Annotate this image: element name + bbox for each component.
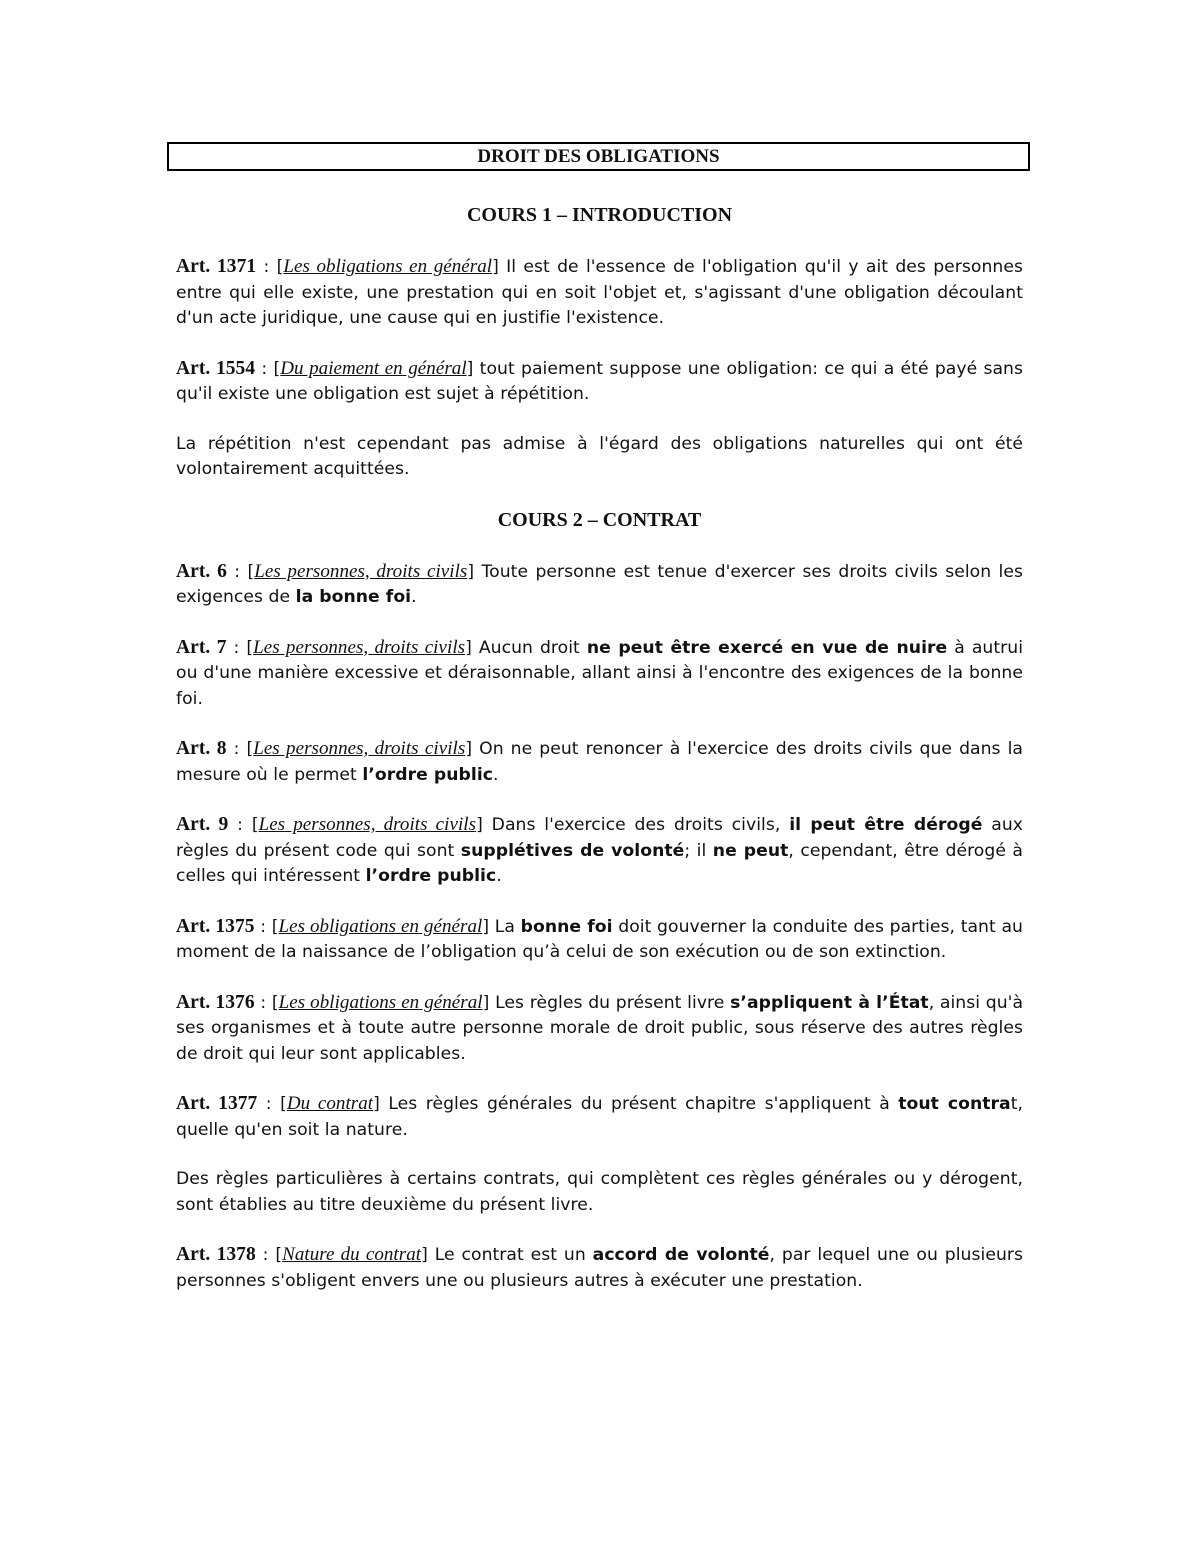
article-topic: Du paiement en général bbox=[280, 357, 467, 379]
body-text: , ainsi qu'à ses organismes et à toute autre personne morale de droit public, sous réserve des autres règles de droit qui leur sont applicables. bbox=[176, 992, 1024, 1064]
article-topic: Les obligations en général bbox=[278, 915, 483, 937]
article-number: Art. 6 bbox=[176, 560, 227, 582]
article-topic: Les obligations en général bbox=[283, 256, 493, 277]
body-text: Dans l'exercice des droits civils, bbox=[482, 815, 790, 835]
body-text: On ne peut renoncer à l'exercice des droits civils que dans la mesure où le permet bbox=[176, 739, 1023, 785]
article-paragraph: Art. 1378 : [Nature du contrat] Le contrat est un accord de volonté, par lequel une ou plusieurs personnes s'obligent envers une ou plusieurs autres à exécuter une prestation. bbox=[176, 1244, 1024, 1291]
emphasis-text: l’ordre public bbox=[365, 866, 497, 886]
article-paragraph: Art. 1376 : [Les obligations en général] Les règles du présent livre s’appliquent à l’État, ainsi qu'à ses organismes et à toute autre personne morale de droit public, sous réserve des autres règles de droit qui leur sont applicables. bbox=[176, 991, 1024, 1064]
body-text: Des règles particulières à certains contrats, qui complètent ces règles générales ou y dérogent, sont établies au titre deuxième du présent livre. bbox=[176, 1169, 1023, 1215]
article-paragraph: Art. 9 : [Les personnes, droits civils] Dans l'exercice des droits civils, il peut être dérogé aux règles du présent code qui sont supplétives de volonté; il ne peut, cependant, être dérogé à celles qui intéressent l’ordre public. bbox=[176, 814, 1023, 886]
article-number: Art. 1375 bbox=[176, 915, 255, 937]
body-text: . bbox=[496, 866, 502, 886]
body-text: . bbox=[493, 764, 499, 785]
article-paragraph bbox=[176, 432, 1023, 483]
article-paragraph: Art. 1371 : [Les obligations en général] Il est de l'essence de l'obligation qu'il y ait des personnes entre qui elle existe, une prestation qui en soit l'objet et, s'agissant d'une obligation découlant d'un acte juridique, une cause qui en justifie l'existence. bbox=[176, 256, 1023, 328]
article-number: Art. 1371 bbox=[176, 256, 257, 277]
body-text: à autrui ou d'une manière excessive et déraisonnable, allant ainsi à l'encontre des exigences de la bonne foi. bbox=[176, 637, 1024, 709]
body-text: tout paiement suppose une obligation: ce qui a été payé sans qu'il existe une obligation est sujet à répétition. bbox=[176, 358, 1023, 404]
body-text: La bbox=[489, 916, 521, 937]
body-text: aux règles du présent code qui sont bbox=[176, 815, 1023, 861]
emphasis-text: bonne foi bbox=[520, 916, 613, 937]
article-number: Art. 1378 bbox=[176, 1244, 256, 1265]
section-heading: COURS 2 – CONTRAT bbox=[497, 508, 702, 531]
article-paragraph: Art. 1377 : [Du contrat] Les règles générales du présent chapitre s'appliquent à tout contrat, quelle qu'en soit la nature. bbox=[176, 1093, 1024, 1140]
body-text: Il est de l'essence de l'obligation qu'il y ait des personnes entre qui elle existe, une prestation qui en soit l'objet et, s'agissant d'une obligation découlant d'un acte juridique, une cause qui en justifie l'existence. bbox=[176, 257, 1023, 328]
article-paragraph: Art. 1375 : [Les obligations en général] La bonne foi doit gouverner la conduite des parties, tant au moment de la naissance de l’obligation qu’à celui de son exécution ou de son extinction. bbox=[176, 915, 1023, 962]
body-text: . bbox=[411, 587, 417, 607]
body-text: Les règles du présent livre bbox=[489, 992, 731, 1013]
article-paragraph: Art. 6 : [Les personnes, droits civils] Toute personne est tenue d'exercer ses droits civils selon les exigences de la bonne foi. bbox=[176, 560, 1024, 607]
emphasis-text: tout contra bbox=[898, 1094, 1011, 1114]
body-text: Aucun droit bbox=[471, 637, 587, 658]
body-text: ; il bbox=[684, 840, 713, 861]
document-body bbox=[176, 200, 1023, 1294]
article-number: Art. 1554 bbox=[176, 357, 256, 379]
article-number: Art. 7 bbox=[176, 636, 227, 658]
emphasis-text: supplétives de volonté bbox=[460, 840, 685, 861]
article-number: Art. 8 bbox=[176, 738, 227, 759]
emphasis-text: accord de volonté bbox=[592, 1245, 770, 1265]
section-heading: COURS 1 – INTRODUCTION bbox=[466, 204, 733, 226]
article-topic: Les personnes, droits civils bbox=[253, 738, 466, 759]
emphasis-text: il peut être dérogé bbox=[789, 815, 983, 835]
emphasis-text: ne peut être exercé en vue de nuire bbox=[586, 637, 948, 658]
article-paragraph: Art. 1554 : [Du paiement en général] tout paiement suppose une obligation: ce qui a été payé sans qu'il existe une obligation est sujet à répétition. bbox=[176, 357, 1023, 404]
emphasis-text: l’ordre public bbox=[362, 764, 493, 785]
body-text: Toute personne est tenue d'exercer ses droits civils selon les exigences de bbox=[176, 561, 1024, 607]
article-topic: Les personnes, droits civils bbox=[253, 636, 466, 658]
article-topic: Les obligations en général bbox=[278, 991, 483, 1013]
article-number: Art. 1376 bbox=[176, 991, 255, 1013]
document-title: DROIT DES OBLIGATIONS bbox=[167, 142, 1030, 171]
article-topic: Les personnes, droits civils bbox=[254, 560, 468, 582]
emphasis-text: s’appliquent à l’État bbox=[730, 992, 929, 1013]
article-topic: Nature du contrat bbox=[282, 1244, 422, 1265]
article-number: Art. 1377 bbox=[176, 1093, 258, 1114]
body-text: doit gouverner la conduite des parties, tant au moment de la naissance de l’obligation qu’à celui de son exécution ou de son extinction. bbox=[176, 916, 1023, 962]
body-text: La répétition n'est cependant pas admise à l'égard des obligations naturelles qui ont été volontairement acquittées. bbox=[176, 433, 1023, 479]
article-topic: Les personnes, droits civils bbox=[258, 814, 477, 835]
body-text: Les règles générales du présent chapitre s'appliquent à bbox=[379, 1094, 899, 1114]
emphasis-text: ne peut bbox=[712, 840, 789, 861]
body-text: t, quelle qu'en soit la nature. bbox=[176, 1094, 1024, 1140]
article-paragraph: Art. 8 : [Les personnes, droits civils] On ne peut renoncer à l'exercice des droits civils que dans la mesure où le permet l’ordre public. bbox=[176, 738, 1023, 785]
body-text: , par lequel une ou plusieurs personnes s'obligent envers une ou plusieurs autres à exécuter une prestation. bbox=[176, 1245, 1024, 1291]
article-number: Art. 9 bbox=[176, 814, 229, 835]
body-text: Le contrat est un bbox=[427, 1245, 593, 1265]
article-topic: Du contrat bbox=[286, 1093, 374, 1114]
body-text: , cependant, être dérogé à celles qui intéressent bbox=[176, 840, 1023, 886]
article-paragraph: Art. 7 : [Les personnes, droits civils] Aucun droit ne peut être exercé en vue de nuire à autrui ou d'une manière excessive et déraisonnable, allant ainsi à l'encontre des exigences de la bonne foi. bbox=[176, 636, 1024, 709]
emphasis-text: la bonne foi bbox=[295, 587, 412, 607]
article-paragraph bbox=[176, 1167, 1023, 1218]
